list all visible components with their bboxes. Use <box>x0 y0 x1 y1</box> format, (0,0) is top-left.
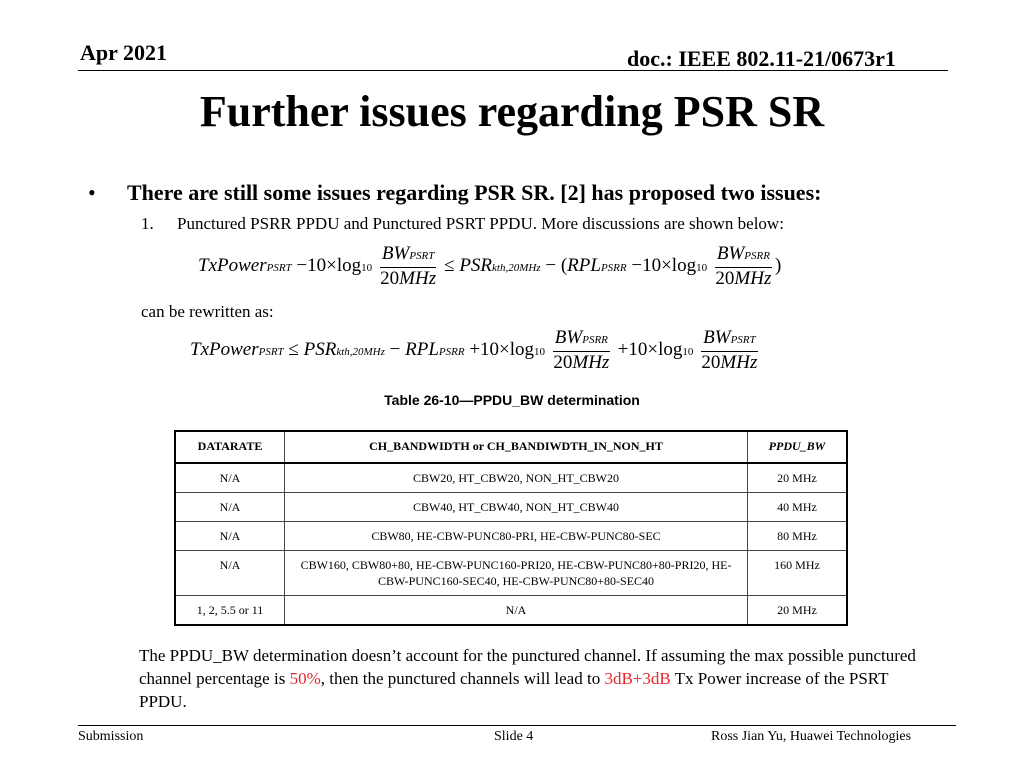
slide-title: Further issues regarding PSR SR <box>199 87 825 136</box>
table-row <box>175 463 847 493</box>
table-row <box>175 493 847 522</box>
header-ppdu-bw: PPDU_BW <box>748 431 848 463</box>
header-date: Apr 2021 <box>80 40 167 65</box>
cell-ch-bandwidth: CBW160, CBW80+80, HE-CBW-PUNC160-PRI20, HE-CBW-PUNC80+80-PRI20, HE-CBW-PUNC160-SEC40, HE-CBW-PUNC80+80-SEC40 <box>285 551 748 596</box>
cell-datarate: N/A <box>175 551 285 596</box>
rewrite-label: can be rewritten as: <box>141 302 274 321</box>
fraction-bw-psrr: $\frac{\text{BWPSRR}}{\text{20MHz}}$ <box>715 243 772 289</box>
cell-datarate: N/A <box>175 463 285 493</box>
list-item-number: 1. <box>141 214 154 233</box>
header-doc-id: doc.: IEEE 802.11-21/0673r1 <box>627 46 896 71</box>
cell-datarate: N/A <box>175 522 285 551</box>
highlight-percentage: 50% <box>289 669 321 688</box>
list-item-text: Punctured PSRR PPDU and Punctured PSRT PPDU. More discussions are shown below: <box>177 214 784 233</box>
table-row <box>175 551 847 596</box>
cell-datarate: 1, 2, 5.5 or 11 <box>175 596 285 626</box>
fraction-bw-psrt: $\frac{\text{BWPSRT}}{\text{20MHz}}$ <box>380 243 437 289</box>
footer-slide-number: Slide 4 <box>494 729 534 744</box>
cell-ch-bandwidth: CBW40, HT_CBW40, NON_HT_CBW40 <box>285 493 748 522</box>
cell-ppdu-bw: 20 MHz <box>748 463 848 493</box>
footer-author: Ross Jian Yu, Huawei Technologies <box>711 729 912 744</box>
cell-ch-bandwidth: CBW20, HT_CBW20, NON_HT_CBW20 <box>285 463 748 493</box>
table-row <box>175 522 847 551</box>
highlight-power-increase: 3dB+3dB <box>604 669 671 688</box>
cell-ch-bandwidth: CBW80, HE-CBW-PUNC80-PRI, HE-CBW-PUNC80-SEC <box>285 522 748 551</box>
ppdu-bw-table <box>174 430 848 626</box>
fraction-bw-psrr: $\frac{\text{BWPSRR}}{\text{20MHz}}$ <box>553 327 610 373</box>
table-row <box>175 596 847 626</box>
equation-2: TxPowerPSRT ≤ PSRkth,20MHz − RPLPSRR +10×log10 $\frac{\text{BWPSRR}}{\text{20MHz}}$ +10×log10 $\frac{\text{BWPSRT}}{\text{20MHz}}$ <box>190 327 758 373</box>
cell-ppdu-bw: 80 MHz <box>748 522 848 551</box>
cell-ppdu-bw: 40 MHz <box>748 493 848 522</box>
explanation-paragraph: The PPDU_BW determination doesn’t account for the punctured channel. If assuming the max possible punctured channel percentage is 50%, then the punctured channels will lead to 3dB+3dB Tx Power increase of the PSRT PPDU. <box>139 646 916 711</box>
cell-ppdu-bw: 160 MHz <box>748 551 848 596</box>
header-divider <box>78 70 948 71</box>
cell-ch-bandwidth: N/A <box>285 596 748 626</box>
table-caption: Table 26-10—PPDU_BW determination <box>384 392 640 408</box>
footer-submission: Submission <box>78 729 144 744</box>
table-header-row <box>175 431 847 463</box>
fraction-bw-psrt: $\frac{\text{BWPSRT}}{\text{20MHz}}$ <box>701 327 758 373</box>
bullet-symbol: • <box>88 180 96 205</box>
header-datarate: DATARATE <box>175 431 285 463</box>
cell-datarate: N/A <box>175 493 285 522</box>
cell-ppdu-bw: 20 MHz <box>748 596 848 626</box>
bullet-text: There are still some issues regarding PSR SR. [2] has proposed two issues: <box>127 180 822 205</box>
footer-divider <box>78 725 956 726</box>
equation-1: TxPowerPSRT −10×log10 $\frac{\text{BWPSRT}}{\text{20MHz}}$ ≤ PSRkth,20MHz − (RPLPSRR −10×log10 $\frac{\text{BWPSRR}}{\text{20MHz}}$ ) <box>198 243 782 289</box>
header-ch-bandwidth: CH_BANDWIDTH or CH_BANDIWDTH_IN_NON_HT <box>285 431 748 463</box>
